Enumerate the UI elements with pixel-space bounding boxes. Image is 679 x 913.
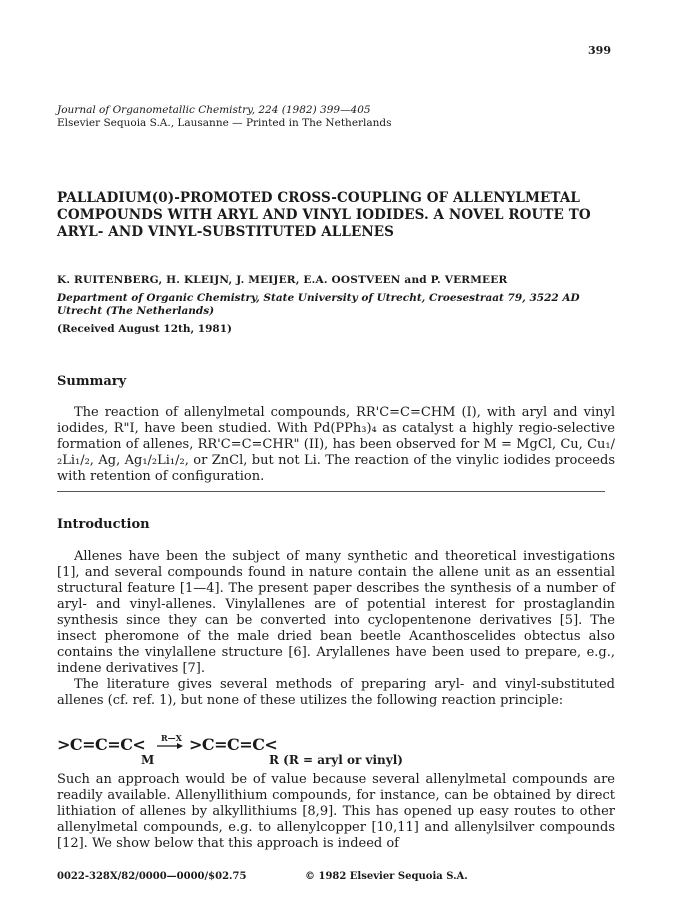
journal-line-1: Journal of Organometallic Chemistry, 224 (1982) 399—405 (57, 104, 371, 116)
reaction-arrow-icon (157, 742, 183, 750)
journal-citation (57, 104, 392, 130)
scheme-metal-label: M (141, 753, 155, 767)
scheme-reagent: R—X (161, 733, 182, 743)
introduction-text (57, 549, 615, 709)
reaction-scheme (57, 735, 617, 769)
journal-line-2: Elsevier Sequoia S.A., Lausanne — Printed in The Netherlands (57, 117, 392, 129)
scheme-reactant: >C=C=C< (57, 735, 146, 754)
scheme-product: >C=C=C< (189, 735, 278, 754)
continuation-text (57, 772, 615, 852)
received-date: (Received August 12th, 1981) (57, 323, 232, 335)
page-number: 399 (588, 44, 611, 57)
introduction-paragraph-2: The literature gives several methods of preparing aryl- and vinyl-substituted allenes (cf. ref. 1), but none of these utilizes the following reaction principle: (57, 677, 615, 708)
footer-copyright: © 1982 Elsevier Sequoia S.A. (305, 871, 468, 882)
summary-divider (57, 491, 605, 492)
introduction-heading: Introduction (57, 517, 150, 532)
summary-paragraph: The reaction of allenylmetal compounds, RR'C=C=CHM (I), with aryl and vinyl iodides, R"I, have been studied. With Pd(PPh₃)₄ as catalyst a highly regio-selective formation of allenes, RR'C=C=CHR" (II), has been observed for M = MgCl, Cu, Cu₁/₂Li₁/₂, Ag, Ag₁/₂Li₁/₂, or ZnCl, but not Li. The reaction of the vinylic iodides proceeds with retention of configuration. (57, 405, 615, 484)
footer-issn: 0022-328X/82/0000—0000/$02.75 (57, 871, 247, 882)
article-title: PALLADIUM(0)-PROMOTED CROSS-COUPLING OF ALLENYLMETAL COMPOUNDS WITH ARYL AND VINYL IODIDES. A NOVEL ROUTE TO ARYL- AND VINYL-SUBSTITUTED ALLENES (57, 190, 591, 240)
summary-text (57, 405, 615, 485)
affiliation: Department of Organic Chemistry, State University of Utrecht, Croesestraat 79, 3522 AD Utrecht (The Netherlands) (57, 292, 580, 317)
introduction-paragraph-1: Allenes have been the subject of many synthetic and theoretical investigations [1], and several compounds found in nature contain the allene unit as an essential structural feature [1—4]. The present paper describes the synthesis of a number of aryl- and vinyl-allenes. Vinylallenes are of potential interest for prostaglandin synthesis since they can be converted into cyclopentenone derivatives [5]. The insect pheromone of the male dried bean beetle Acanthoscelides obtectus also contains the vinylallene structure [6]. Arylallenes have been used to prepare, e.g., indene derivatives [7]. (57, 549, 615, 676)
summary-heading: Summary (57, 374, 127, 389)
scheme-r-note: R (R = aryl or vinyl) (269, 753, 403, 767)
continuation-paragraph: Such an approach would be of value because several allenylmetal compounds are readily available. Allenyllithium compounds, for instance, can be obtained by direct lithiation of allenes by alkyllithiums [8,9]. This has opened up easy routes to other allenylmetal compounds, e.g. to allenylcopper [10,11] and allenylsilver compounds [12]. We show below that this approach is indeed of (57, 772, 615, 851)
authors: K. RUITENBERG, H. KLEIJN, J. MEIJER, E.A. OOSTVEEN and P. VERMEER (57, 274, 508, 286)
